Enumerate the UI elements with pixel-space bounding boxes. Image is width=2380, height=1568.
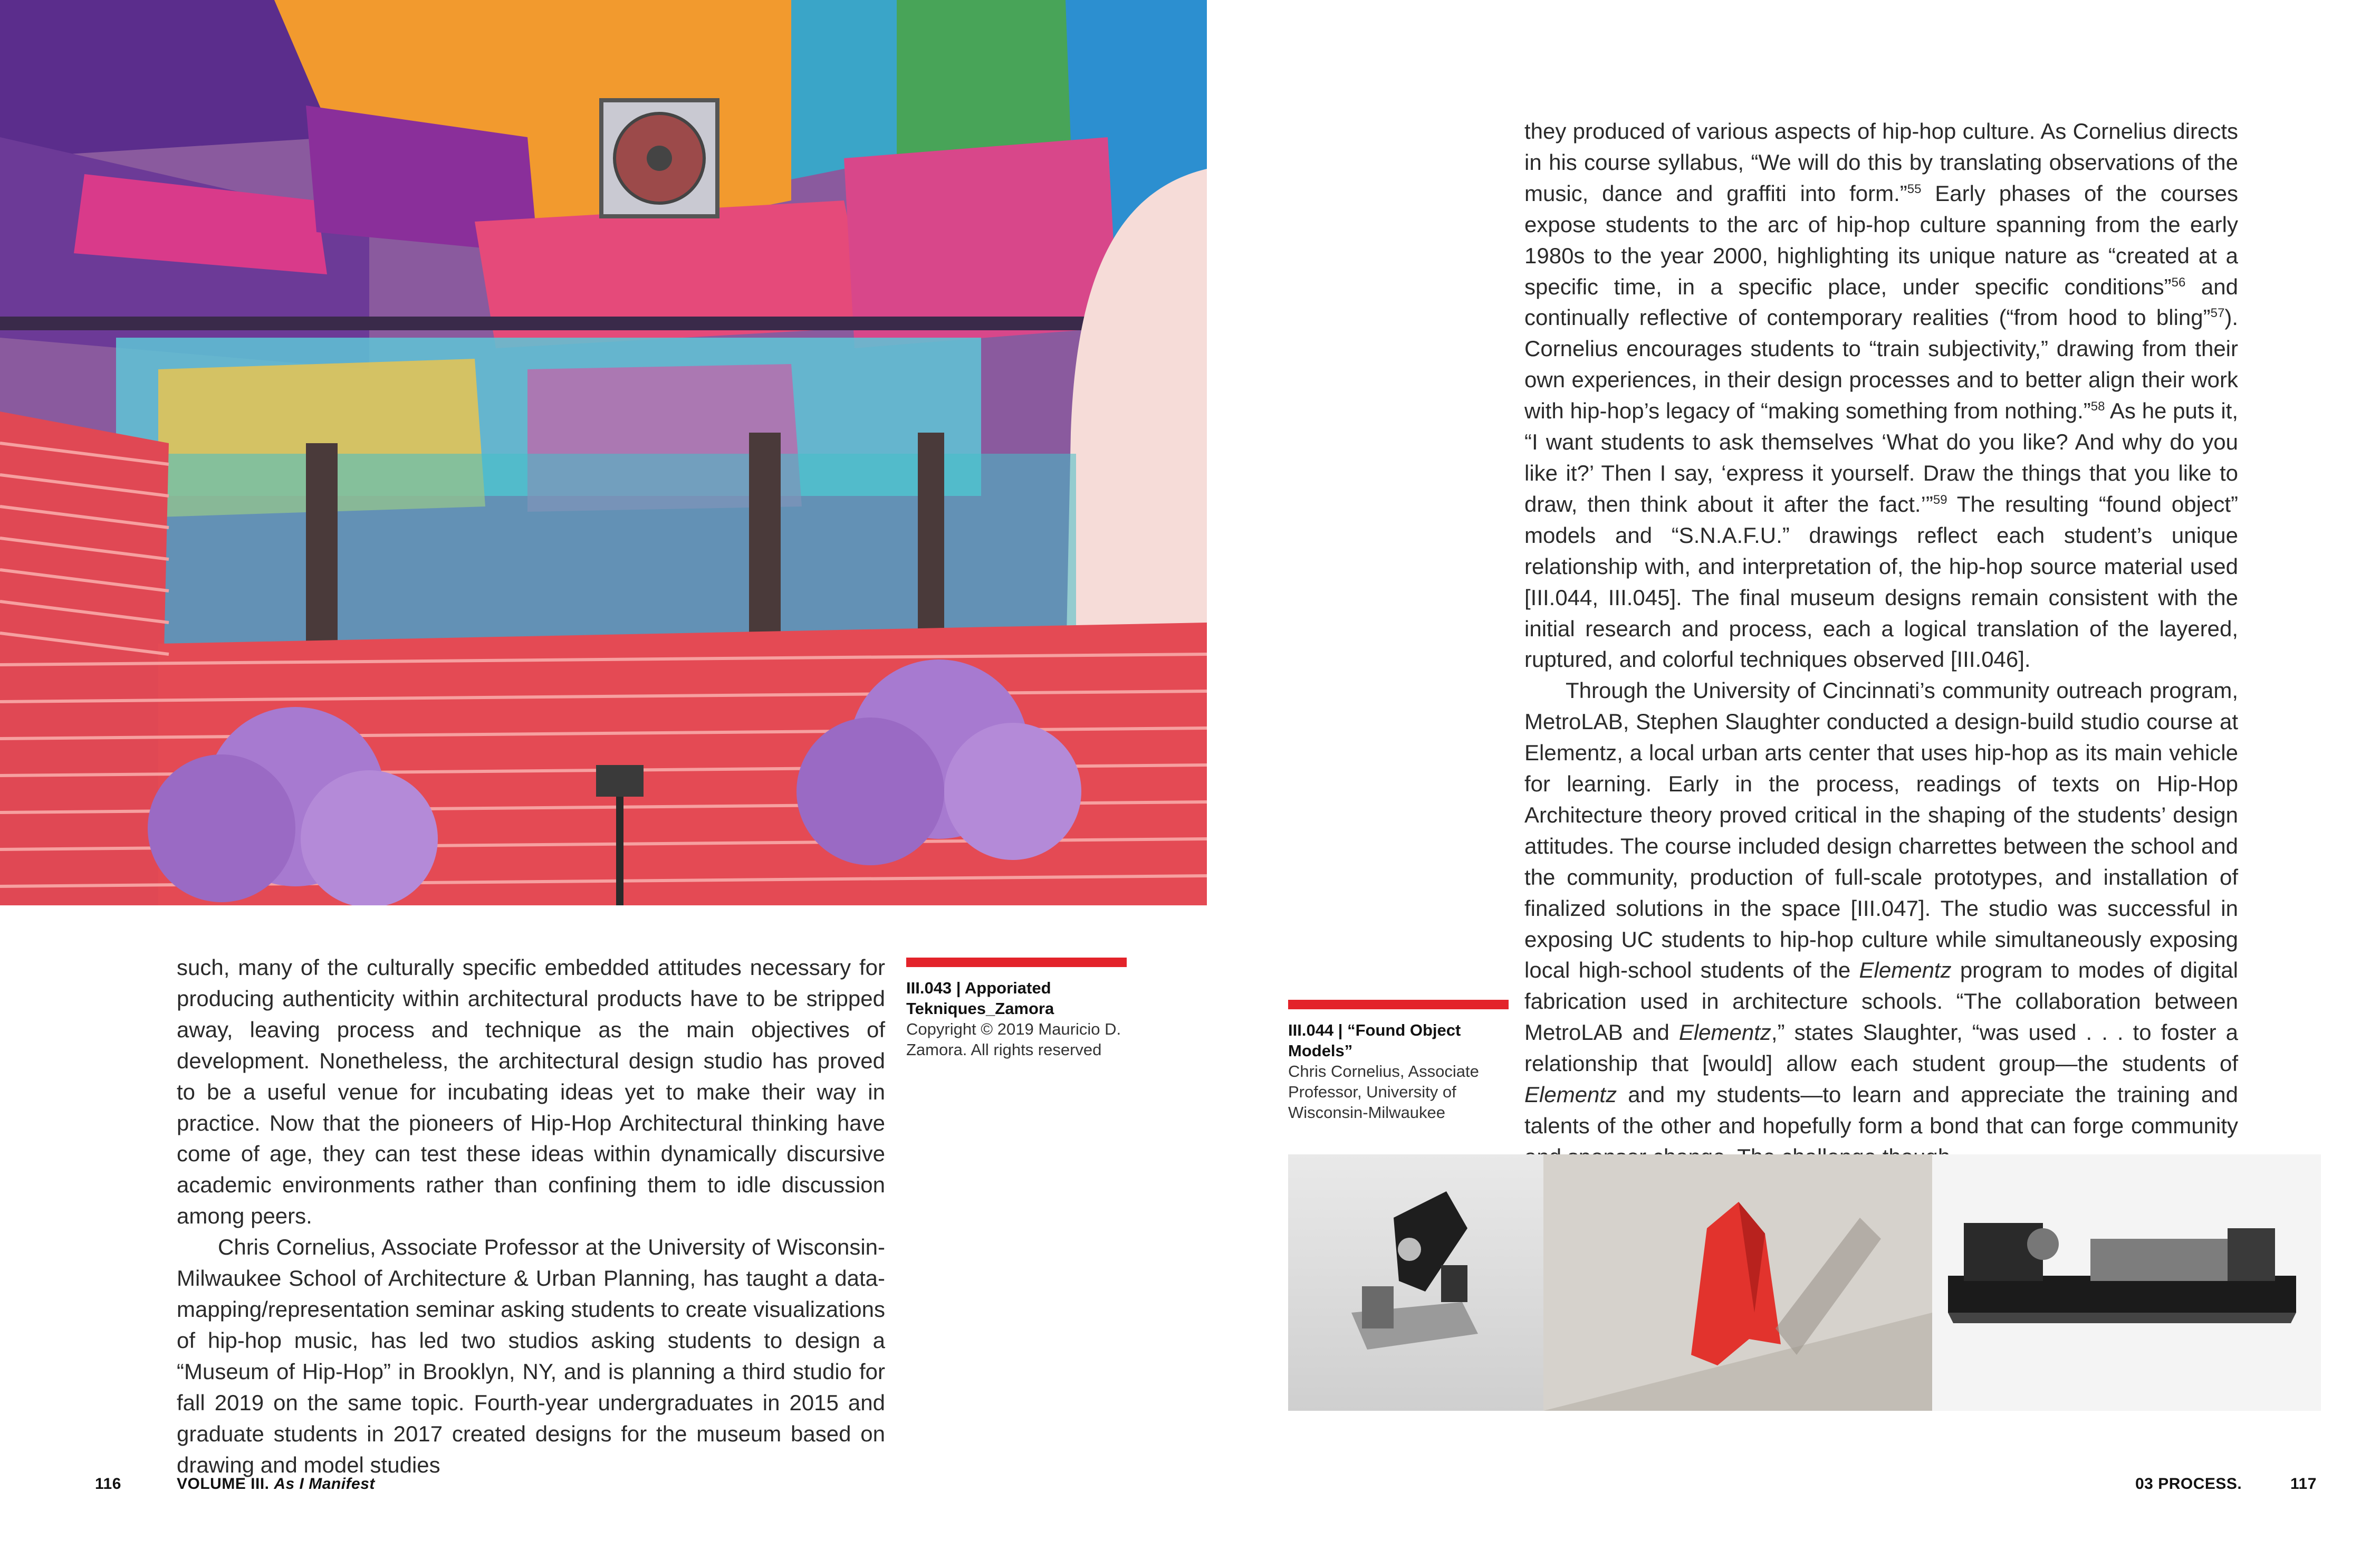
volume-title: As I Manifest	[274, 1475, 375, 1493]
body-paragraph	[1524, 116, 2238, 675]
running-header-section: 03 PROCESS.	[2135, 1475, 2242, 1493]
body-paragraph: such, many of the culturally specific embedded attitudes necessary for producing authenticity within architectural products have to be stripped away, leaving process and technique as the main objectives of development. Nonetheless, the architectural design studio has proved to be a useful venue for incubating ideas yet to make their way in practice. Now that the pioneers of Hip-Hop Architectural thinking have come of age, they can test these ideas within dynamically discursive academic environments rather than confining them to idle discussion among peers.	[177, 955, 885, 1229]
caption-accent-bar	[906, 958, 1127, 967]
footnote-ref: 58	[2090, 399, 2105, 414]
found-object-model-photo-1	[1288, 1154, 1543, 1411]
illustration-tekniques-zamora	[0, 0, 1207, 905]
footnote-ref: 56	[2171, 275, 2186, 290]
caption-iii-043	[906, 958, 1127, 1060]
text-run: As he puts it, “I want students to ask themselves ‘What do you like? And why do you like it?’ Then I say, ‘express it yourself. Draw the things that you like to draw, then think about it after the fact.’”	[1524, 398, 2238, 517]
caption-credit: Chris Cornelius, Associate Professor, University of Wisconsin-Milwaukee	[1288, 1062, 1479, 1122]
caption-credit: Copyright © 2019 Mauricio D. Zamora. All rights reserved	[906, 1020, 1121, 1059]
caption-iii-044	[1288, 1000, 1509, 1123]
text-run: they produced of various aspects of hip-hop culture. As Cornelius directs in his course syllabus, “We will do this by translating observations of the music, dance and graffiti into form.”	[1524, 119, 2238, 206]
text-run: and continually reflective of contemporary realities (“from hood to bling”	[1524, 274, 2238, 330]
caption-title: III.044 | “Found Object Models”	[1288, 1021, 1461, 1060]
footnote-ref: 55	[1907, 181, 1922, 196]
caption-title: III.043 | Apporiated Tekniques_Zamora	[906, 979, 1054, 1018]
found-object-model-photo-3	[1932, 1154, 2321, 1411]
text-run: ,” states Slaughter, “was used . . . to foster a relationship that [would] allow each student group—the students of	[1524, 1020, 2238, 1076]
footnote-ref: 59	[1933, 492, 1947, 507]
page-number-right: 117	[2290, 1475, 2317, 1493]
italic-run: Elementz	[1524, 1082, 1617, 1107]
found-object-model-photo-2	[1543, 1154, 1932, 1411]
right-page-body	[1524, 116, 2238, 1173]
left-page-body	[177, 952, 885, 1480]
text-run: The resulting “found object” models and “S.N.A.F.U.” drawings reflect each student’s unique relationship with, and interpretation of, the hip-hop source material used [III.044, III.045]. The final museum designs remain consistent with the initial research and process, each a logical translation of the layered, ruptured, and colorful techniques observed [III.046].	[1524, 491, 2238, 672]
text-run: Through the University of Cincinnati’s community outreach program, MetroLAB, Stephen Slaughter conducted a design-build studio course at Elementz, a local urban arts center that uses hip-hop as its main vehicle for learning. Early in the process, readings of texts on Hip-Hop Architecture theory proved critical in the shaping of the students’ design attitudes. The course included design charrettes between the school and the community, production of full-scale prototypes, and installation of finalized solutions in the space [III.047]. The studio was successful in exposing UC students to hip-hop culture while simultaneously exposing local high-school students of the	[1524, 678, 2238, 983]
italic-run: Elementz	[1859, 958, 1952, 983]
text-run: ). Cornelius encourages students to “train subjectivity,” drawing from their own experiences, in their design processes and to better align their work with hip-hop’s legacy of “making something from nothing.”	[1524, 305, 2238, 424]
running-header-volume	[177, 1475, 375, 1493]
text-run: and my students—to learn and appreciate the training and talents of the other and hopefully form a bond that can forge community	[1524, 1082, 2238, 1138]
body-paragraph: Chris Cornelius, Associate Professor at the University of Wisconsin-Milwaukee School of Architecture & Urban Planning, has taught a data-mapping/representation seminar asking students to create visualizations of hip-hop music, has led two studios asking students to design a “Museum of Hip-Hop” in Brooklyn, NY, and is planning a third studio for fall 2019 on the same topic. Fourth-year undergraduates in 2015 and graduate students in 2017 created designs for the museum based on drawing and model studies	[177, 1235, 885, 1477]
text-run: program to modes of digital fabrication used in architecture schools. “The collaboration between MetroLAB and	[1524, 958, 2238, 1045]
footnote-ref: 57	[2210, 306, 2225, 321]
volume-label: VOLUME III.	[177, 1475, 270, 1493]
body-paragraph	[1524, 675, 2238, 1173]
page-number-left: 116	[95, 1475, 121, 1493]
caption-accent-bar	[1288, 1000, 1509, 1009]
italic-run: Elementz	[1678, 1020, 1771, 1045]
text-run: Early phases of the courses expose students to the arc of hip-hop culture spanning from the early 1980s to the year 2000, highlighting its unique nature as “created at a specific time, in a specific place, under specific conditions”	[1524, 180, 2238, 299]
